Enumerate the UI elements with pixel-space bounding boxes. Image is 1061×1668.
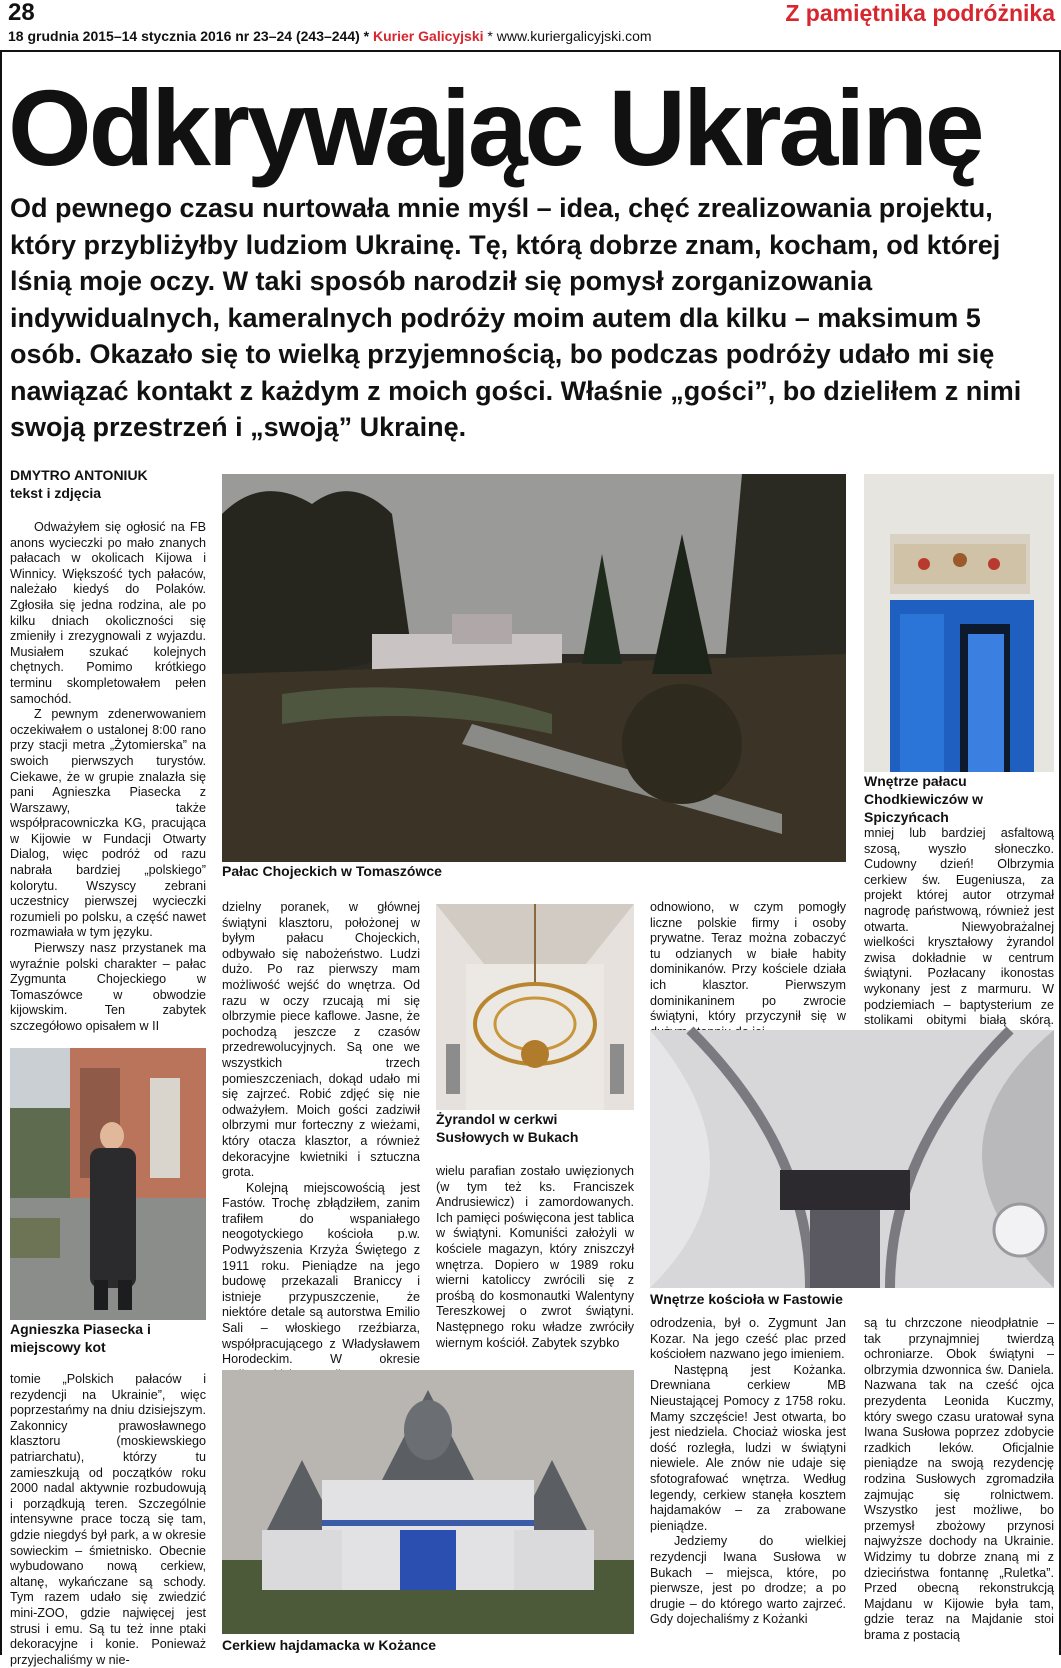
caption-chandelier: Żyrandol w cerkwi Susłowych w Bukach [436, 1111, 579, 1145]
paragraph: mniej lub bardziej asfaltową szosą, wyszło słoneczko. Cudowny dzień! Olbrzymia cerkiew św. Eugeniusza, za projekt której autor otrzymał nagrodę państwową, również jest otwarta. Niewyobrażalnej wielkości kryształowy żyrandol zwisa dokładnie w centrum świątyni. Pozłacany ikonostas wykonany jest z marmuru. W podziemiach – baptysterium ze stolikami obitymi białą skórą. [864, 826, 1054, 1028]
caption-kozanka: Cerkiew hajdamacka w Kożance [222, 1637, 436, 1653]
caption-chodkiewicz: Wnętrze pałacu Chodkiewiczów w Spiczyńcach [864, 773, 984, 825]
author-name: DMYTRO ANTONIUK [10, 467, 148, 483]
byline [10, 466, 200, 502]
section-title: Z pamiętnika podróżnika [785, 0, 1055, 26]
header-rule [0, 50, 1061, 52]
issue-line [8, 28, 652, 44]
photo-chandelier [436, 904, 634, 1110]
lead-paragraph: Od pewnego czasu nurtowała mnie myśl – idea, chęć zrealizowania projektu, który przybliżyłby ludziom Ukrainę. Tę, którą dobrze znam, kocham, od której lśnią moje oczy. W taki sposób narodził się pomysł zorganizowania indywidualnych, kameralnych podróży moim autem dla kilku – maksimum 5 osób. Okazało się to wielką przyjemnością, bo podczas podróży udało mi się nawiązać kontakt z każdym z moich gości. Właśnie „gości”, bo dzieliłem z nimi swoją przestrzeń i „swoją” Ukrainę. [10, 193, 1022, 442]
paragraph: są tu chrzczone nieodpłatnie – tak przynajmniej twierdzą ochroniarze. Obok świątyni – olbrzymia dzwonnica św. Daniela. Nazwana tak na cześć ojca prezydenta Leonida Kuczmy, który swego czasu uratował syna Iwana Susłowa poprzez zdobycie rzadkich leków. Oficjalnie pieniądze na swoją rezydencję rodzina Susłowych zgromadziła zajmując się rolnictwem. Wszystko jest możliwe, bo przemysł zbożowy przynosi najwyższe dochody na Ukrainie. Widzimy tu dobrze znaną mi z dzieciństwa fontannę „Ruletka”. Przed obecną rekonstrukcją Majdanu w Kijowie była tam, gdzie teraz na Majdanie stoi brama z postacią [864, 1316, 1054, 1642]
page-number: 28 [8, 0, 35, 26]
headline: Odkrywając Ukrainę [8, 67, 982, 188]
photo-chodkiewicz [864, 474, 1054, 772]
paragraph: Następną jest Kożanka. Drewniana cerkiew MB Nieustającej Pomocy z 1758 roku. Mamy szczęście! Jest otwarta, bo jest niedziela. Chociaż wioska jest dość rozległa, ludzi w świątyni niewiele. Ale znów nie udaje się sfotografować wnętrza. Według legendy, cerkiew stanęła kosztem hajdamaków – za zrabowane pieniądze. [650, 1362, 846, 1533]
paper-name: Kurier Galicyjski [373, 28, 484, 44]
paragraph: Jedziemy do wielkiej rezydencji Iwana Susłowa w Bukach – miejsca, które, po pierwsze, jest po drodze; a po drugie – do którego warto zajrzeć. Gdy dojechaliśmy z Kożanki [650, 1534, 846, 1627]
column-5-bottom-text [864, 1316, 1054, 1655]
column-4-bottom-text [650, 1316, 846, 1655]
paragraph: Odważyłem się ogłosić na FB anons wycieczki po mało znanych pałacach w okolicach Kijowa i Winnicy. Większość tych pałaców, należało kiedyś do Polaków. Zgłosiła się jedna rodzina, ale po kilku dniach okoliczności się zmieniły i zrezygnowali z wyjazdu. Musiałem szukać kolejnych chętnych. Pomimo krótkiego terminu skompletowałem pełen samochód. [10, 520, 206, 706]
website-link[interactable]: * www.kuriergalicyjski.com [487, 28, 652, 44]
paragraph: odnowiono, w czym pomogły liczne polskie firmy i osoby prywatne. Teraz można zobaczyć tu odzianych w białe habity dominikanów. Przy kościele działa ich klasztor. Pierwszym dominikaninem po zwrocie świątyni, który przyczynił się w [650, 900, 846, 1024]
caption-palace: Pałac Chojeckich w Tomaszówce [222, 863, 442, 879]
column-2-text [222, 900, 420, 1367]
caption-fastow: Wnętrze kościoła w Fastowie [650, 1291, 843, 1307]
paragraph: Z pewnym zdenerwowaniem oczekiwałem o ustalonej 8:00 rano przy stacji metra „Żytomierska” na swoich pierwszych turystów. Ciekawe, że w grupie znalazła się pani Agnieszka Piasecka z Warszawy, także współpracowniczka KG, pracująca w Kijowie w Fundacji Otwarty Dialog, więc podróż od razu nabrała bardziej „polskiego” kolorytu. Wszyscy zebrani uczestnicy pierwszej wycieczki rozumieli po polsku, a część nawet rozmawiała w tym języku. [10, 707, 206, 940]
caption-agnieszka: Agnieszka Piasecka i miejscowy kot [10, 1321, 151, 1355]
issue-date: 18 grudnia 2015–14 stycznia 2016 nr 23–24 (243–244) * [8, 28, 370, 44]
paragraph: dzielny poranek, w głównej świątyni klasztoru, położonej w byłym pałacu Chojeckich, odbywało się nabożeństwo. Ludzi dużo. Po raz pierwszy mam możliwość wejść do wnętrza. Od razu w oczy rzucają mi się olbrzymie piece kaflowe. Jasne, że pochodzą jeszcze z czasów przedrewolucyjnych. Są one we wszystkich trzech pomieszczeniach, dokąd udało mi się zajrzeć. Robić zdjęć się nie odważyłem. Moich gości zadziwił olbrzymi mur forteczny z wieżami, który otacza klasztor, a również dekoracyjne kwietniki i sztuczna grota. [222, 900, 420, 1180]
paragraph: wielu parafian zostało uwięzionych (w tym też ks. Franciszek Andrusiewicz) i zamordowanych. Ich pamięci poświęcona jest tablica w świątyni. Komuniści założyli w kościele magazyn, który zniszczył wnętrza. Dopiero w 1989 roku wierni katoliccy zwrócili się z prośbą do kosmonautki Walentyny Tereszkowej o zwrot świątyni. Następnego roku władze zwróciły wiernym kościół. Zabytek szybko [436, 1164, 634, 1350]
photo-fastow [650, 1030, 1054, 1288]
paragraph: Pierwszy nasz przystanek ma wyraźnie polski charakter – pałac Zygmunta Chojeckiego w Tomaszówce w obwodzie kijowskim. Ten zabytek szczegółowo opisałem w II [10, 941, 206, 1033]
photo-palace [222, 474, 846, 862]
column-5-top-text [864, 826, 1054, 1026]
column-4-top-text [650, 900, 846, 1024]
paragraph: odrodzenia, był o. Zygmunt Jan Kozar. Na jego cześć plac przed kościołem nazwano jego imieniem. [650, 1316, 846, 1362]
photo-agnieszka [10, 1048, 206, 1320]
photo-kozanka [222, 1370, 634, 1634]
paragraph: Kolejną miejscowością jest Fastów. Trochę zbłądziłem, zanim trafiłem do wspaniałego neogotyckiego kościoła p.w. Podwyższenia Krzyża Świętego z 1911 roku. Pieniądze na jego budowę przekazali Braniccy i istnieje przypuszczenie, że niektóre detale są autorstwa Emilio Sali – włoskiego rzeźbiarza, współpracującego z Władysławem Horodeckim. W okresie [222, 1180, 420, 1367]
column-3-text [436, 1164, 634, 1354]
left-rule [0, 50, 2, 1655]
column-1-bottom-text [10, 1372, 206, 1667]
author-note: tekst i zdjęcia [10, 485, 102, 501]
column-1-text [10, 520, 206, 1048]
paragraph: tomie „Polskich pałaców i rezydencji na Ukrainie”, więc poprzestańmy na dniu dzisiejszym. Zakonnicy prawosławnego klasztoru (moskiewskiego patriarchatu), którzy tu zamieszkują od początków roku 2000 nadal aktywnie rozbudowują i porządkują teren. Szczególnie intensywne prace toczą się tam, gdzie niegdyś był park, a w okresie sowieckim – śmietnisko. Obecnie wybudowano nową cerkiew, altanę, wykańczane są schody. Tym razem udało się zwiedzić mini-ZOO, gdzie najwięcej jest strusi i emu. Są tu też inne ptaki dekoracyjne i konie. Ponieważ przyjechaliśmy w nie- [10, 1372, 206, 1667]
